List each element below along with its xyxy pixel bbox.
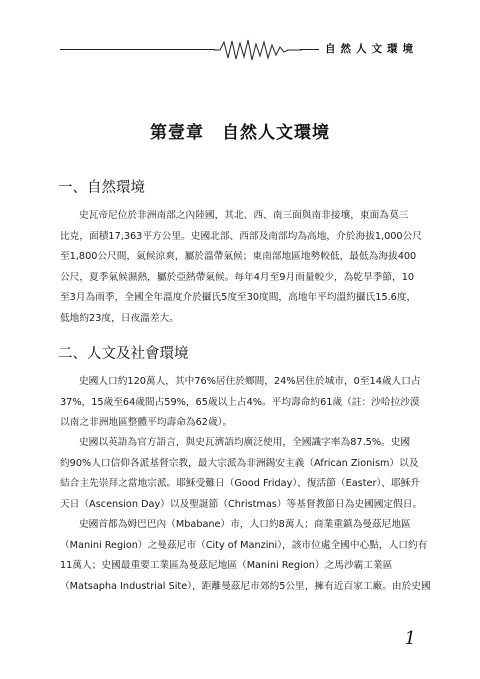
chapter-name: 自然人文環境 bbox=[222, 123, 330, 143]
header-label: 自然人文環境 bbox=[319, 41, 420, 56]
text-line: 37%，15歲至64歲間占59%，65歲以上占4%。平均壽命約61歲（註：沙哈拉沙漠 bbox=[60, 396, 420, 408]
running-header bbox=[60, 38, 420, 62]
section-heading-social: 二、人文及社會環境 bbox=[58, 346, 189, 362]
text-line: 11萬人；史國最重要工業區為曼茲尼地區（Manini Region）之馬沙霸工業區 bbox=[60, 560, 393, 571]
chapter-title bbox=[0, 118, 480, 143]
text-line: 約90%人口信仰各派基督宗教，最大宗派為非洲錫安主義（African Zionism）以及 bbox=[60, 457, 419, 469]
paragraph-language-religion bbox=[60, 433, 423, 515]
section-heading-natural: 一、自然環境 bbox=[58, 180, 145, 196]
page-number: 1 bbox=[404, 628, 416, 649]
text-line: 以南之非洲地區整體平均壽命為62歲）。 bbox=[60, 417, 233, 428]
text-line: （Matsapha Industrial Site），距離曼茲尼市郊約5公里，擁有近百家工廠。由於史國 bbox=[60, 580, 431, 592]
chapter-number: 第壹章 bbox=[150, 123, 204, 143]
text-line: （Manini Region）之曼茲尼市（City of Manzini），該市位處全國中心點，人口約有 bbox=[60, 539, 428, 551]
paragraph-population bbox=[60, 372, 420, 434]
text-line: 史國首都為姆巴巴內（Mbabane）市，人口約8萬人；商業重鎮為曼茲尼地區 bbox=[79, 519, 411, 530]
text-line: 至1,800公尺間，氣候涼爽，屬於溫帶氣候；東南部地區地勢較低，最低為海拔400 bbox=[60, 251, 417, 262]
text-line: 史國以英語為官方語言，與史瓦濟語均廣泛使用，全國識字率為87.5%。史國 bbox=[79, 437, 411, 448]
paragraph-natural bbox=[60, 206, 420, 329]
text-line: 天日（Ascension Day）以及聖誕節（Christmas）等基督教節日為史國國定假日。 bbox=[60, 498, 423, 510]
paragraph-cities bbox=[60, 515, 431, 597]
text-line: 結合主先崇拜之當地宗派。耶穌受難日（Good Friday）、復活節（Easter）、耶穌升 bbox=[60, 478, 421, 489]
text-line: 公尺，夏季氣候濕熱，屬於亞熱帶氣候。每年4月至9月雨量較少，為乾旱季節，10 bbox=[60, 271, 415, 283]
header-rule-left bbox=[60, 49, 215, 50]
text-line: 低地約23度，日夜溫差大。 bbox=[60, 312, 179, 324]
text-line: 史瓦帝尼位於非洲南部之內陸國，其北、西、南三面與南非接壤，東面為莫三 bbox=[79, 210, 409, 221]
heartbeat-wave-icon bbox=[214, 38, 302, 62]
text-line: 比克，面積17,363平方公里。史國北部、西部及南部均為高地，介於海拔1,000公尺 bbox=[60, 230, 422, 242]
text-line: 史國人口約120萬人，其中76%居住於鄉間，24%居住於城市，0至14歲人口占 bbox=[79, 376, 421, 387]
text-line: 至3月為雨季，全國全年溫度介於攝氏5度至30度間，高地年平均溫約攝氏15.6度， bbox=[60, 292, 417, 303]
